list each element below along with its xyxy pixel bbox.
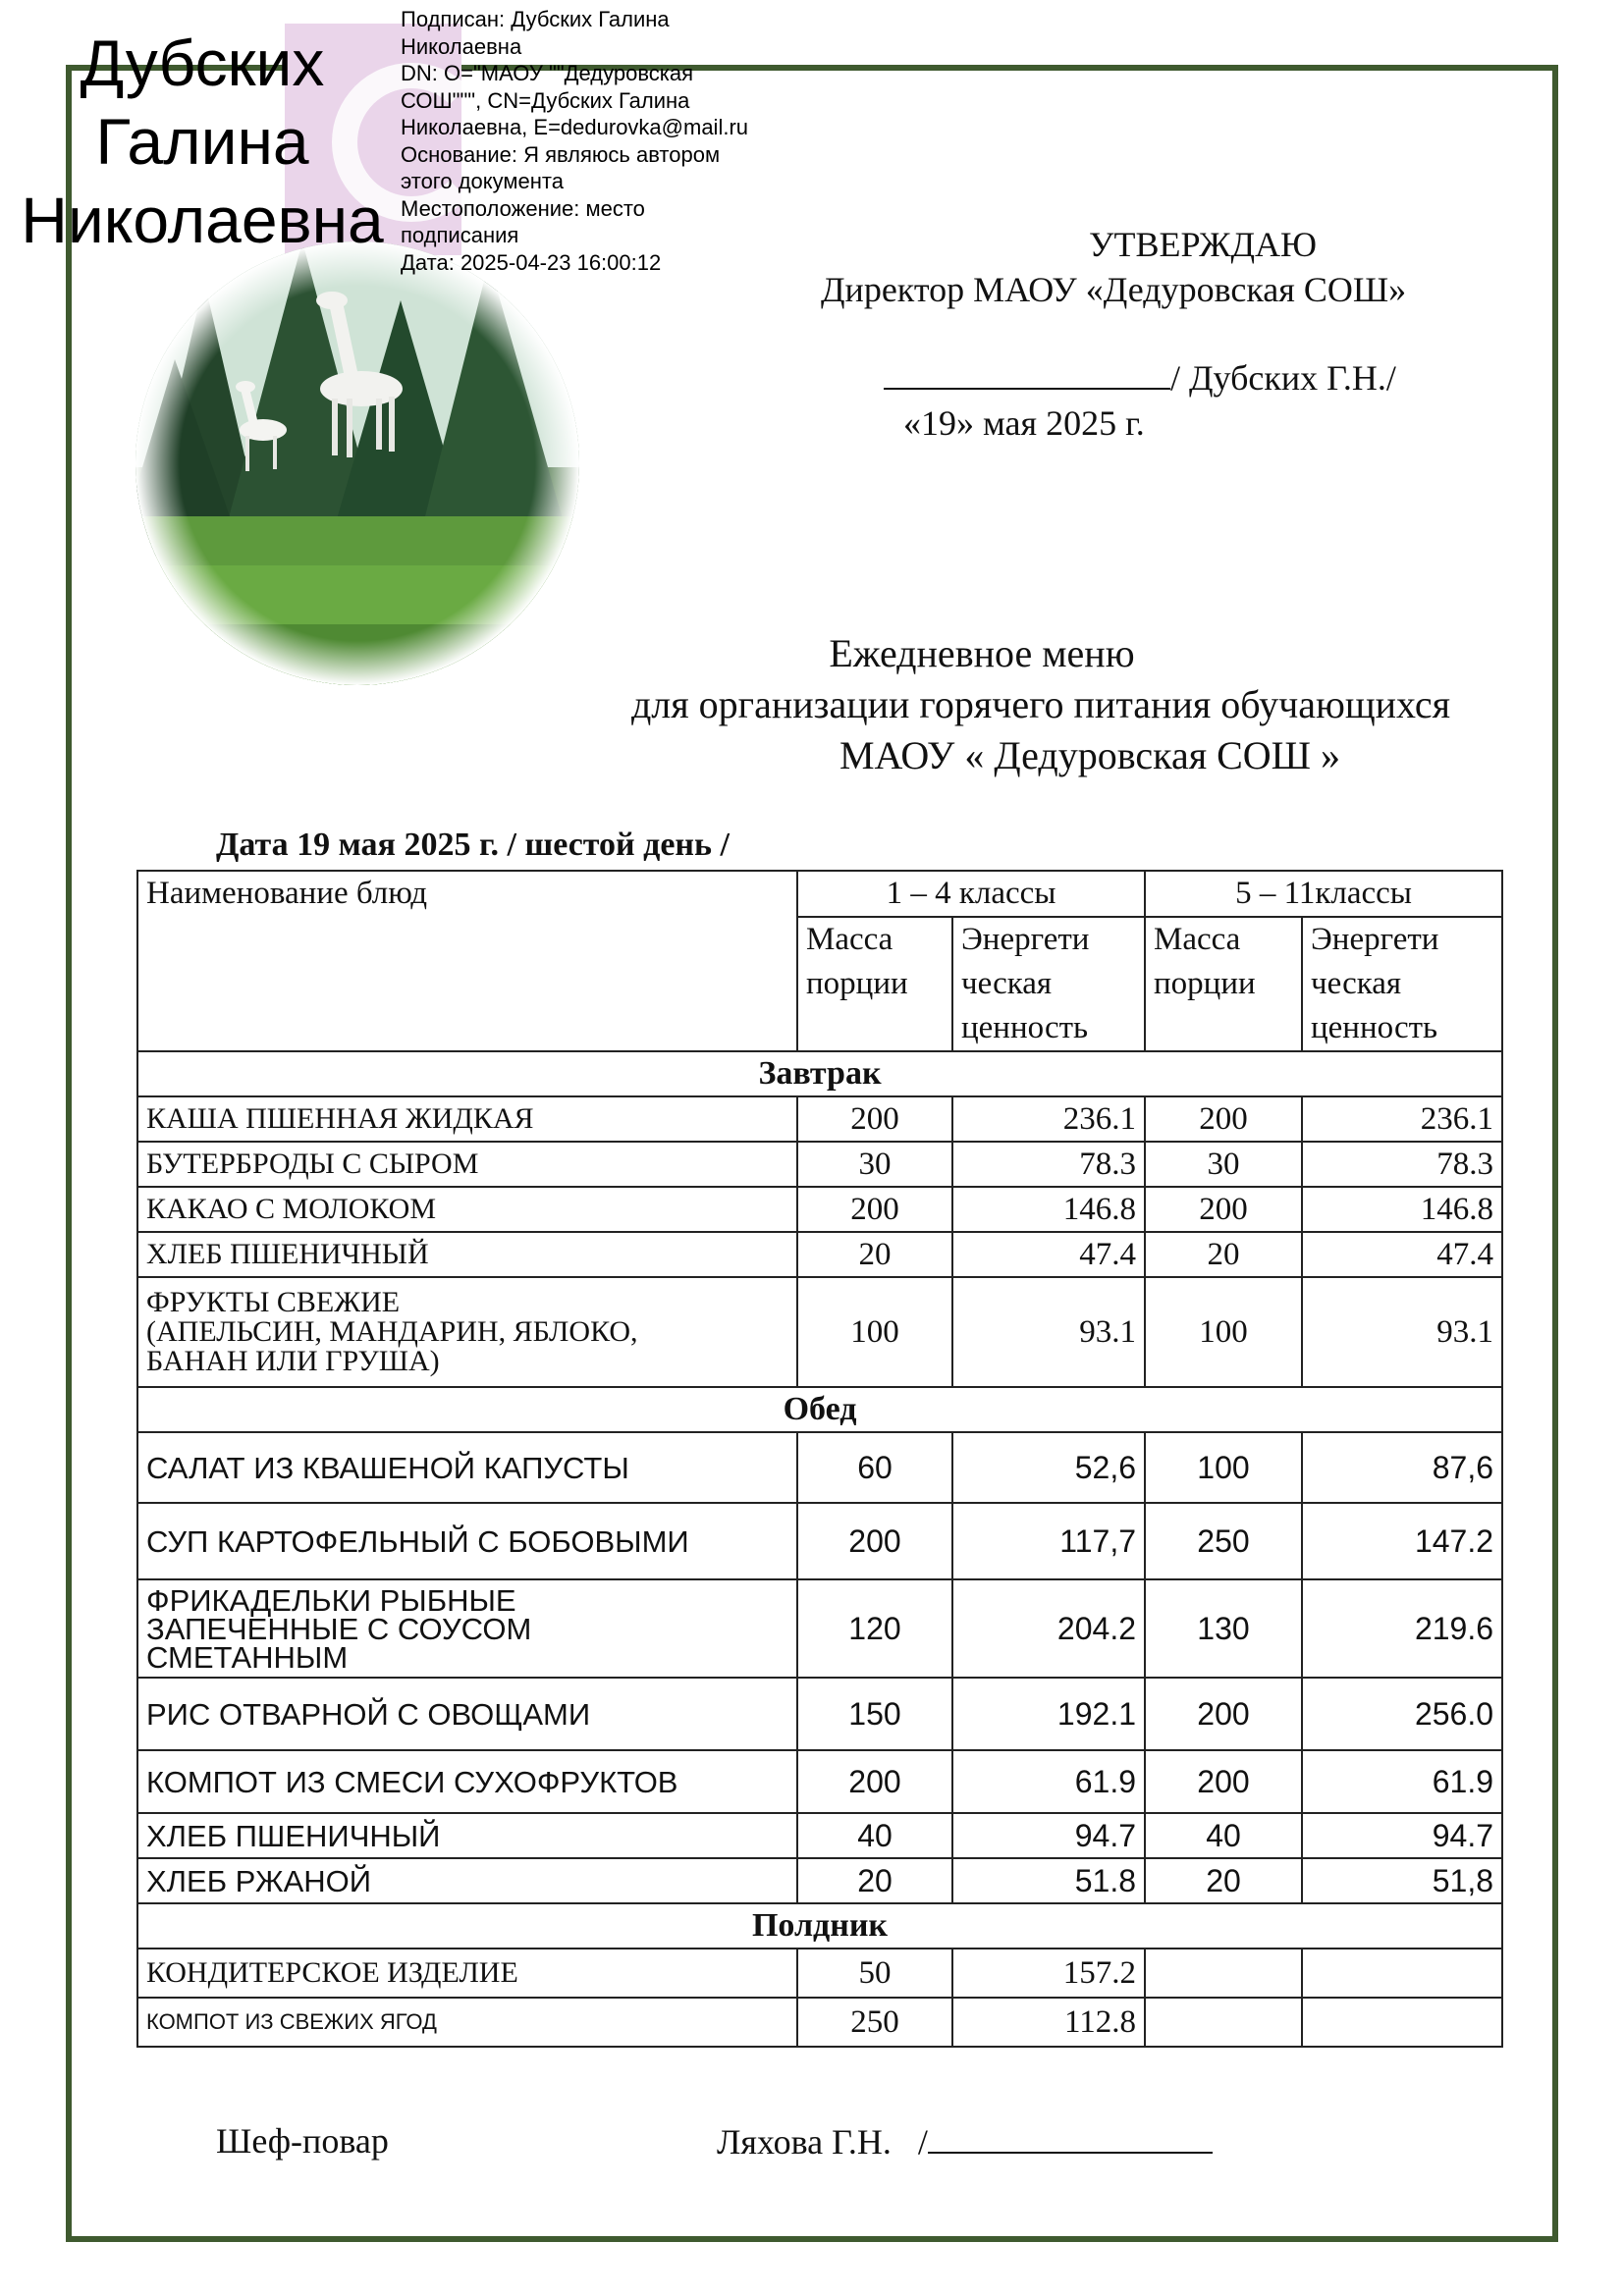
approval-date: «19» мая 2025 г. [903, 403, 1145, 443]
menu-table [136, 870, 1503, 2048]
column-header-mass: Масса порции [797, 917, 952, 1051]
mass-5-11: 200 [1145, 1750, 1302, 1813]
mass-5-11: 20 [1145, 1232, 1302, 1277]
mass-1-4: 250 [797, 1998, 952, 2047]
signature-detail-line: DN: O="МАОУ ""Дедуровская [401, 61, 694, 85]
table-row [137, 1949, 1502, 1998]
table-row [137, 1858, 1502, 1903]
mass-5-11: 100 [1145, 1432, 1302, 1503]
mass-5-11: 200 [1145, 1678, 1302, 1750]
energy-1-4: 52,6 [952, 1432, 1145, 1503]
dish-name: РИС ОТВАРНОЙ С ОВОЩАМИ [137, 1678, 797, 1750]
dish-name: КАША ПШЕННАЯ ЖИДКАЯ [137, 1096, 797, 1142]
signature-detail-line: подписания [401, 223, 519, 247]
mass-1-4: 200 [797, 1750, 952, 1813]
dish-name: БУТЕРБРОДЫ С СЫРОМ [137, 1142, 797, 1187]
signature-name [6, 24, 399, 259]
column-header-mass: Масса порции [1145, 917, 1302, 1051]
energy-1-4: 146.8 [952, 1187, 1145, 1232]
table-row [137, 1579, 1502, 1678]
mass-1-4: 120 [797, 1579, 952, 1678]
mass-1-4: 60 [797, 1432, 952, 1503]
mass-5-11: 200 [1145, 1096, 1302, 1142]
energy-1-4: 157.2 [952, 1949, 1145, 1998]
table-row [137, 1277, 1502, 1387]
chef-name: Ляхова Г.Н. [717, 2122, 892, 2162]
mass-1-4: 20 [797, 1232, 952, 1277]
energy-1-4: 78.3 [952, 1142, 1145, 1187]
mass-5-11: 30 [1145, 1142, 1302, 1187]
table-row [137, 1232, 1502, 1277]
dish-name: ХЛЕБ ПШЕНИЧНЫЙ [137, 1813, 797, 1858]
column-header-group-5-11: 5 – 11классы [1145, 871, 1502, 917]
signature-detail-line: Основание: Я являюсь автором [401, 141, 721, 167]
energy-1-4: 204.2 [952, 1579, 1145, 1678]
title-line-2: для организации горячего питания обучающихся [630, 682, 1451, 726]
energy-1-4: 117,7 [952, 1503, 1145, 1579]
mass-5-11: 40 [1145, 1813, 1302, 1858]
mass-5-11 [1145, 1949, 1302, 1998]
chef-signature [717, 2120, 1213, 2163]
dish-name: КАКАО С МОЛОКОМ [137, 1187, 797, 1232]
dish-name: ФРУКТЫ СВЕЖИЕ (АПЕЛЬСИН, МАНДАРИН, ЯБЛОКО, БАНАН ИЛИ ГРУША) [137, 1277, 797, 1387]
approval-signature-line [756, 355, 1502, 400]
section-title: Завтрак [137, 1051, 1502, 1096]
energy-5-11: 47.4 [1302, 1232, 1502, 1277]
signature-name-line: Дубских [80, 27, 325, 99]
mass-5-11: 200 [1145, 1187, 1302, 1232]
table-row [137, 1142, 1502, 1187]
energy-5-11: 61.9 [1302, 1750, 1502, 1813]
signature-blank-line [928, 2120, 1213, 2154]
mass-1-4: 30 [797, 1142, 952, 1187]
mass-1-4: 100 [797, 1277, 952, 1387]
table-row [137, 1750, 1502, 1813]
energy-5-11: 87,6 [1302, 1432, 1502, 1503]
dish-name: КОМПОТ ИЗ СМЕСИ СУХОФРУКТОВ [137, 1750, 797, 1813]
title-line-3: МАОУ « Дедуровская СОШ » [839, 733, 1341, 777]
deer-photo-illustration [135, 241, 579, 685]
signature-detail-line: Местоположение: место [401, 195, 645, 221]
energy-5-11: 219.6 [1302, 1579, 1502, 1678]
mass-5-11 [1145, 1998, 1302, 2047]
dish-name: СУП КАРТОФЕЛЬНЫЙ С БОБОВЫМИ [137, 1503, 797, 1579]
table-row [137, 1096, 1502, 1142]
dish-name: КОНДИТЕРСКОЕ ИЗДЕЛИЕ [137, 1949, 797, 1998]
energy-1-4: 192.1 [952, 1678, 1145, 1750]
column-header-energy: Энергети ческая ценность [1302, 917, 1502, 1051]
approval-position: Директор МАОУ «Дедуровская СОШ» [821, 270, 1407, 309]
mass-5-11: 100 [1145, 1277, 1302, 1387]
mass-5-11: 130 [1145, 1579, 1302, 1678]
column-header-group-1-4: 1 – 4 классы [797, 871, 1145, 917]
column-header-name: Наименование блюд [137, 871, 797, 1051]
energy-5-11: 236.1 [1302, 1096, 1502, 1142]
mass-1-4: 50 [797, 1949, 952, 1998]
signature-blank-line [884, 358, 1170, 390]
table-row [137, 1678, 1502, 1750]
energy-1-4: 93.1 [952, 1277, 1145, 1387]
signature-detail-line: Дата: 2025-04-23 16:00:12 [401, 249, 662, 275]
dish-name: САЛАТ ИЗ КВАШЕНОЙ КАПУСТЫ [137, 1432, 797, 1503]
energy-5-11: 146.8 [1302, 1187, 1502, 1232]
signature-detail-line: Николаевна [401, 33, 522, 59]
mass-1-4: 20 [797, 1858, 952, 1903]
energy-5-11: 147.2 [1302, 1503, 1502, 1579]
energy-5-11: 256.0 [1302, 1678, 1502, 1750]
signature-details [401, 6, 813, 276]
mass-5-11: 250 [1145, 1503, 1302, 1579]
deer-photo [135, 241, 579, 685]
document-title [550, 628, 1532, 781]
energy-1-4: 51.8 [952, 1858, 1145, 1903]
energy-1-4: 94.7 [952, 1813, 1145, 1858]
approval-signer: / Дубских Г.Н./ [1170, 358, 1396, 398]
energy-1-4: 236.1 [952, 1096, 1145, 1142]
energy-5-11 [1302, 1998, 1502, 2047]
section-title: Полдник [137, 1903, 1502, 1949]
signature-detail-line: Подписан: Дубских Галина [401, 7, 670, 31]
mass-1-4: 200 [797, 1187, 952, 1232]
table-header-row [137, 871, 1502, 917]
table-row [137, 1998, 1502, 2047]
energy-1-4: 47.4 [952, 1232, 1145, 1277]
energy-5-11: 51,8 [1302, 1858, 1502, 1903]
energy-5-11 [1302, 1949, 1502, 1998]
chef-label: Шеф-повар [216, 2121, 389, 2161]
energy-5-11: 78.3 [1302, 1142, 1502, 1187]
mass-1-4: 200 [797, 1503, 952, 1579]
table-row [137, 1503, 1502, 1579]
table-row [137, 1432, 1502, 1503]
dish-name: ХЛЕБ РЖАНОЙ [137, 1858, 797, 1903]
signature-name-line: Николаевна [21, 184, 384, 256]
section-row [137, 1051, 1502, 1096]
energy-5-11: 93.1 [1302, 1277, 1502, 1387]
dish-name: КОМПОТ ИЗ СВЕЖИХ ЯГОД [137, 1998, 797, 2047]
dish-name: ФРИКАДЕЛЬКИ РЫБНЫЕ ЗАПЕЧЕННЫЕ С СОУСОМ СМЕТАННЫМ [137, 1579, 797, 1678]
dish-name: ХЛЕБ ПШЕНИЧНЫЙ [137, 1232, 797, 1277]
column-header-energy: Энергети ческая ценность [952, 917, 1145, 1051]
menu-date: Дата 19 мая 2025 г. / шестой день / [216, 827, 730, 863]
signature-name-line: Галина [95, 105, 309, 178]
mass-1-4: 150 [797, 1678, 952, 1750]
mass-1-4: 200 [797, 1096, 952, 1142]
approval-heading: УТВЕРЖДАЮ [1088, 225, 1318, 264]
signature-detail-line: этого документа [401, 169, 564, 193]
table-row [137, 1813, 1502, 1858]
section-row [137, 1387, 1502, 1432]
mass-1-4: 40 [797, 1813, 952, 1858]
approval-block [756, 222, 1502, 446]
energy-1-4: 61.9 [952, 1750, 1145, 1813]
energy-1-4: 112.8 [952, 1998, 1145, 2047]
section-title: Обед [137, 1387, 1502, 1432]
title-line-1: Ежедневное меню [829, 631, 1135, 675]
signature-detail-line: СОШ""", CN=Дубских Галина [401, 87, 690, 113]
mass-5-11: 20 [1145, 1858, 1302, 1903]
section-row [137, 1903, 1502, 1949]
signature-detail-line: Николаевна, E=dedurovka@mail.ru [401, 115, 749, 139]
energy-5-11: 94.7 [1302, 1813, 1502, 1858]
table-row [137, 1187, 1502, 1232]
sign-separator: / [917, 2122, 928, 2162]
